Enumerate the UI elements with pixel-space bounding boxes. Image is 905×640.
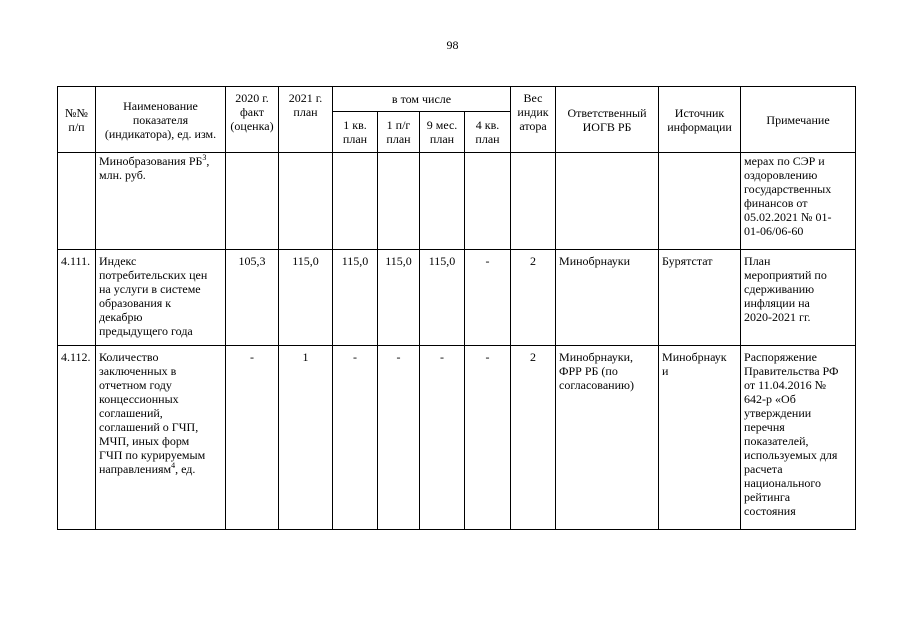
- header-responsible: Ответственный ИОГВ РБ: [556, 87, 659, 153]
- row-h1: -: [378, 346, 420, 530]
- row-source: Бурятстат: [659, 250, 741, 346]
- row-source: Минобрнаук и: [659, 346, 741, 530]
- table-row: [58, 153, 856, 250]
- row-weight: [511, 153, 556, 250]
- row-q4: -: [465, 250, 511, 346]
- row-weight: 2: [511, 250, 556, 346]
- header-num: №№ п/п: [58, 87, 96, 153]
- row-note: Распоряжение Правительства РФ от 11.04.2016 № 642-р «Об утверждении перечня показателей, используемых для расчета национального рейтинга состояния: [741, 346, 856, 530]
- header-including: в том числе: [333, 87, 511, 112]
- header-m9: 9 мес. план: [420, 112, 465, 153]
- table-row: [58, 346, 856, 530]
- table-row: [58, 250, 856, 346]
- header-weight: Вес индик атора: [511, 87, 556, 153]
- header-source: Источник информации: [659, 87, 741, 153]
- row-num: 4.112.: [58, 346, 96, 530]
- row-m9: -: [420, 346, 465, 530]
- header-fact-2020: 2020 г. факт (оценка): [226, 87, 279, 153]
- row-responsible: Минобрнауки, ФРР РБ (по согласованию): [556, 346, 659, 530]
- header-h1: 1 п/г план: [378, 112, 420, 153]
- row-plan-2021: 1: [279, 346, 333, 530]
- row-q4: [465, 153, 511, 250]
- page-number: 98: [446, 38, 459, 52]
- header-note: Примечание: [741, 87, 856, 153]
- row-name: Количество заключенных в отчетном году концессионных соглашений, соглашений о ГЧП, МЧП, иных форм ГЧП по курируемым направлениям$^4$, ед.: [96, 346, 226, 530]
- row-fact-2020: -: [226, 346, 279, 530]
- row-source: [659, 153, 741, 250]
- row-q1: [333, 153, 378, 250]
- header-q1: 1 кв. план: [333, 112, 378, 153]
- row-fact-2020: 105,3: [226, 250, 279, 346]
- row-name: Минобразования $РБ^3$, млн. руб.: [96, 153, 226, 250]
- row-plan-2021: [279, 153, 333, 250]
- row-note: План мероприятий по сдерживанию инфляции на 2020-2021 гг.: [741, 250, 856, 346]
- row-q1: -: [333, 346, 378, 530]
- row-plan-2021: 115,0: [279, 250, 333, 346]
- row-m9: 115,0: [420, 250, 465, 346]
- header-name: Наименование показателя (индикатора), ед. изм.: [96, 87, 226, 153]
- row-num: [58, 153, 96, 250]
- header-plan-2021: 2021 г. план: [279, 87, 333, 153]
- row-weight: 2: [511, 346, 556, 530]
- row-h1: 115,0: [378, 250, 420, 346]
- header-row-top: [58, 87, 856, 112]
- row-m9: [420, 153, 465, 250]
- row-num: 4.111.: [58, 250, 96, 346]
- indicators-table: [57, 86, 856, 530]
- row-fact-2020: [226, 153, 279, 250]
- row-h1: [378, 153, 420, 250]
- row-q4: -: [465, 346, 511, 530]
- row-q1: 115,0: [333, 250, 378, 346]
- row-responsible: [556, 153, 659, 250]
- row-note: мерах по СЭР и оздоровлению государственных финансов от 05.02.2021 № 01- 01-06/06-60: [741, 153, 856, 250]
- row-responsible: Минобрнауки: [556, 250, 659, 346]
- header-q4: 4 кв. план: [465, 112, 511, 153]
- row-name: Индекс потребительских цен на услуги в системе образования к декабрю предыдущего года: [96, 250, 226, 346]
